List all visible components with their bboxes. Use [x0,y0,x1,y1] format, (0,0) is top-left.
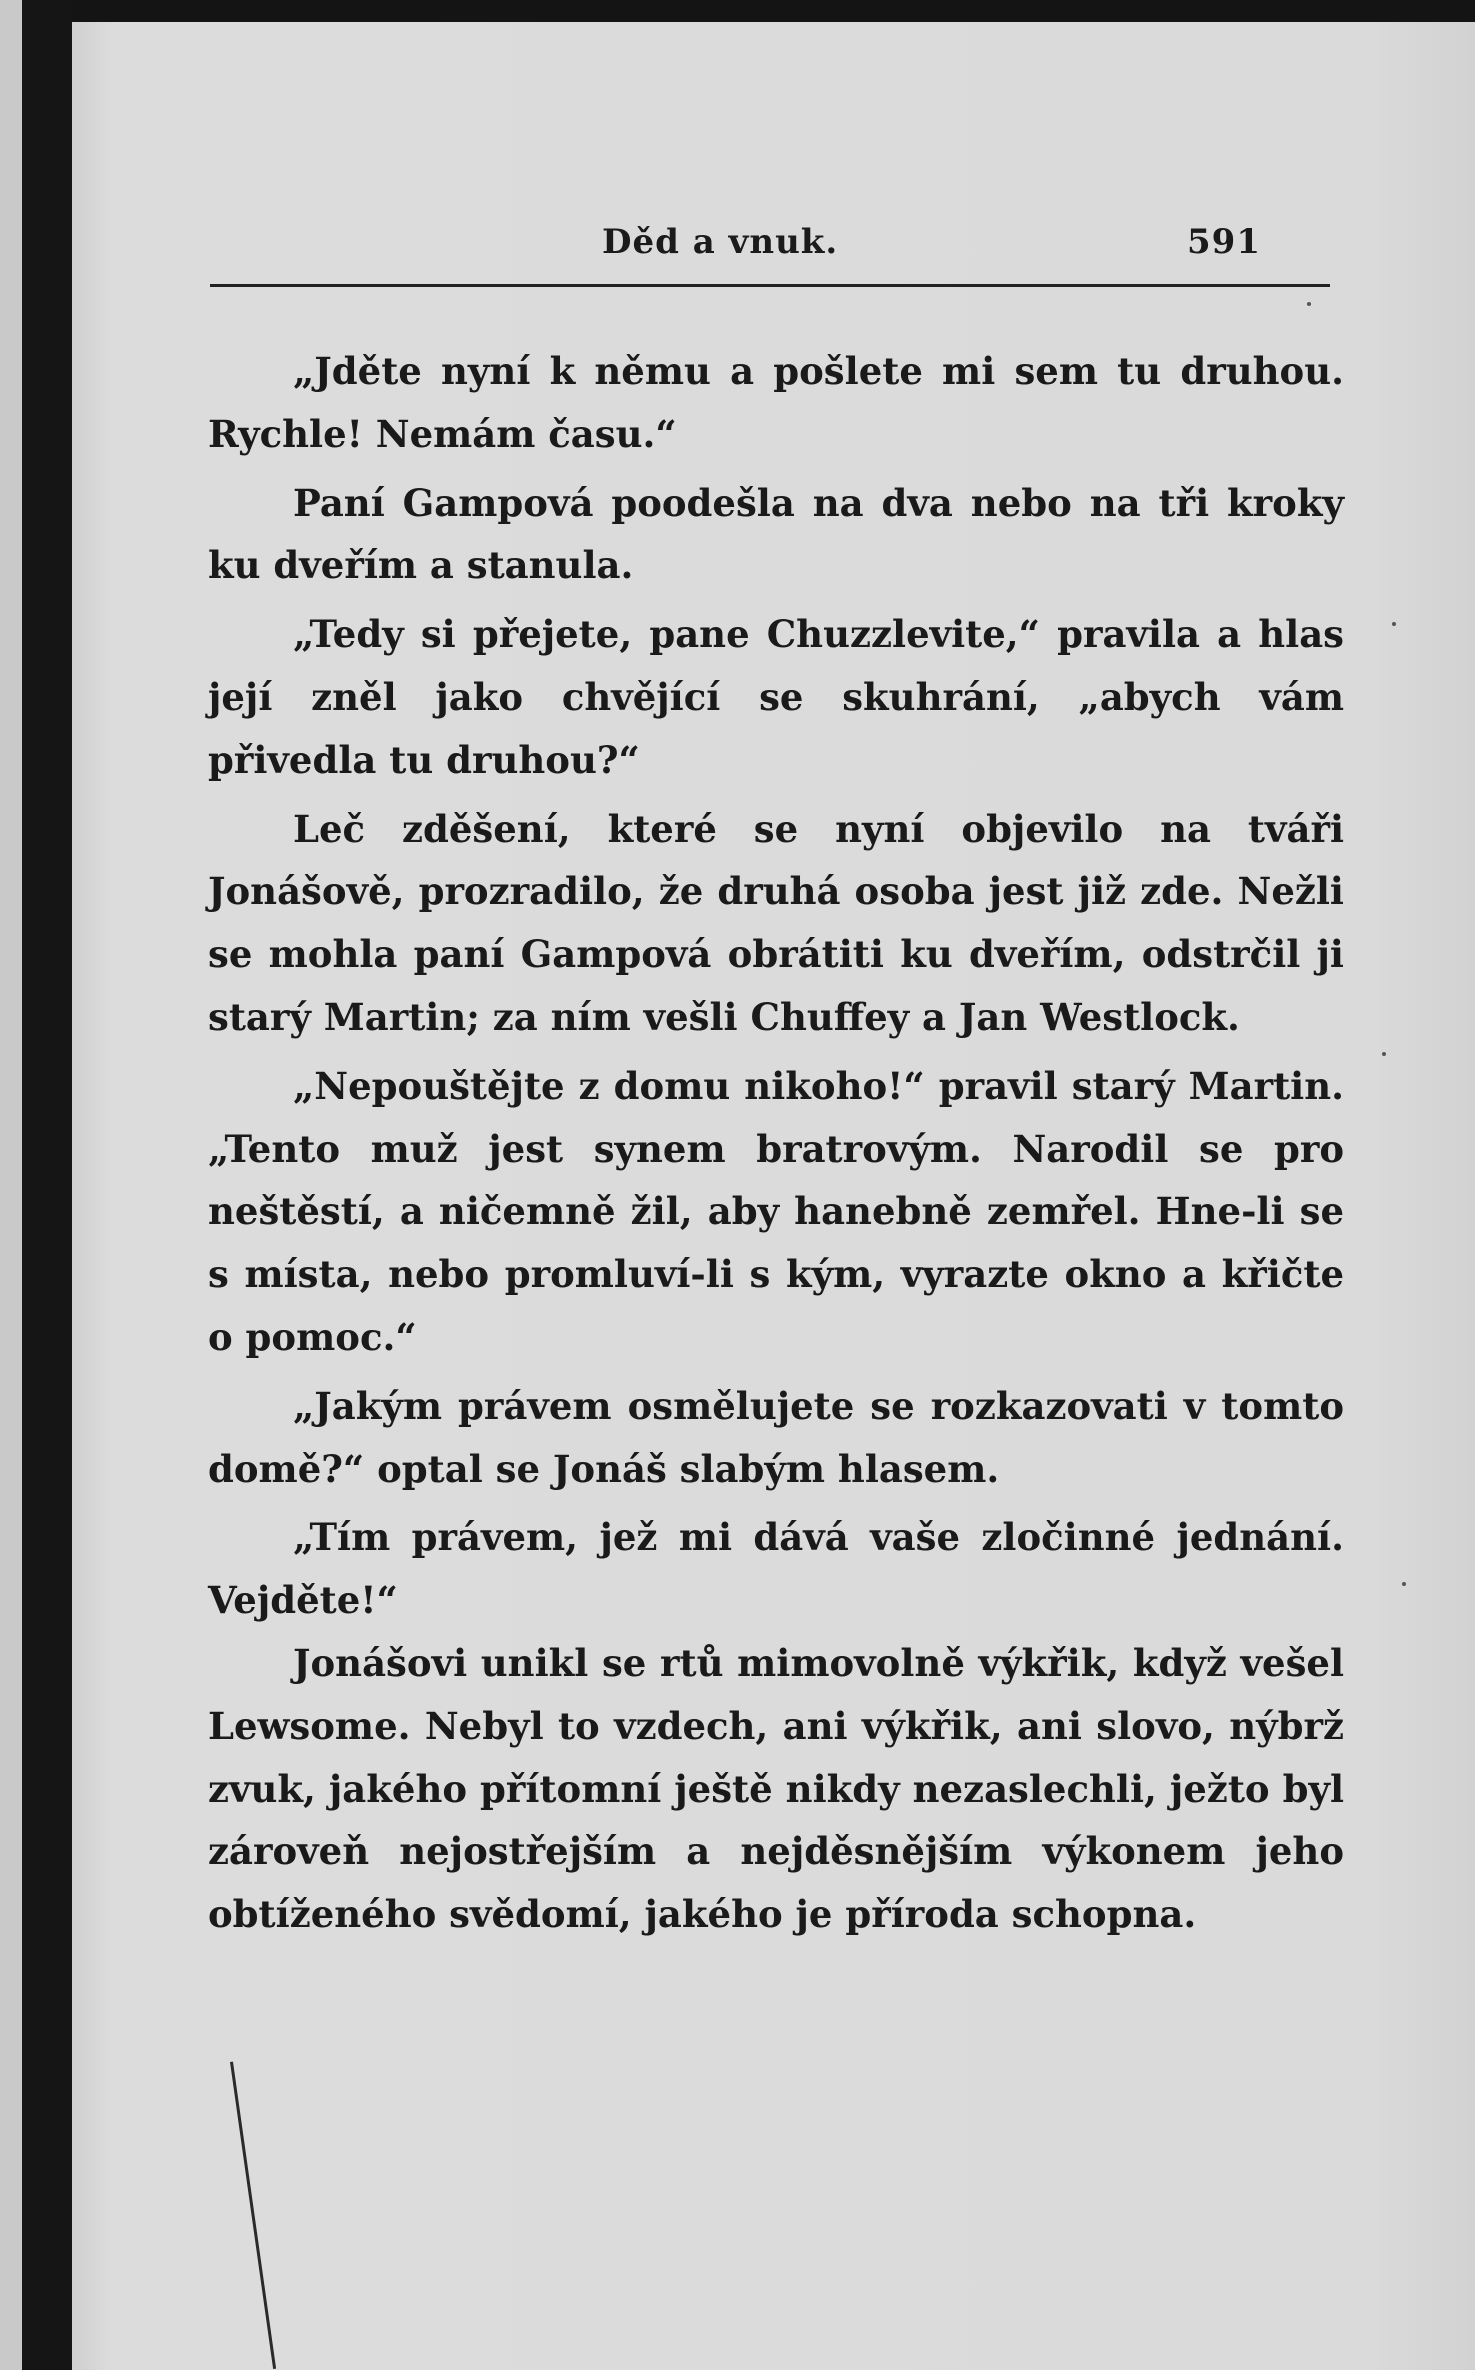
body-text [208,340,1344,1946]
paragraph: Leč zděšení, které se nyní objevilo na tváři Jonášově, prozradilo, že druhá osoba jest již zde. Nežli se mohla paní Gampová obrátiti ku dveřím, odstrčil ji starý Martin; za ním vešli Chuffey a Jan Westlock. [208,806,1344,1039]
page-gutter-shadow [22,0,72,2370]
running-head-title: Děd a vnuk. [602,222,839,262]
page-number: 591 [1187,222,1261,262]
running-head [72,222,1475,282]
paragraph: Paní Gampová poodešla na dva nebo na tři kroky ku dveřím a stanula. [208,480,1344,588]
paper-speck [1382,1052,1386,1056]
margin-pencil-line [230,2062,276,2369]
adjacent-page-edge [0,0,22,2370]
paragraph: „Tedy si přejete, pane Chuzzlevite,“ pravila a hlas její zněl jako chvějící se skuhrání, „abych vám přivedla tu druhou?“ [208,612,1344,782]
paragraph: „Nepouštějte z domu nikoho!“ pravil starý Martin. „Tento muž jest synem bratrovým. Narodil se pro neštěstí, a ničemně žil, aby hanebně zemřel. Hne-li se s místa, nebo promluví-li s kým, vyrazte okno a křičte o pomoc.“ [208,1063,1344,1359]
paragraph: „Tím právem, jež mi dává vaše zločinné jednání. Vejděte!“ [208,1515,1344,1623]
paragraph: Jonášovi unikl se rtů mimovolně výkřik, když vešel Lewsome. Nebyl to vzdech, ani výkřik, ani slovo, nýbrž zvuk, jakého přítomní ještě nikdy nezaslechli, ježto byl zároveň nejostřejším a nejděsnějším výkonem jeho obtíženého svědomí, jakého je příroda schopna. [208,1640,1344,1937]
paragraph: „Jděte nyní k němu a pošlete mi sem tu druhou. Rychle! Nemám času.“ [208,349,1344,456]
paper-speck [1402,1582,1406,1586]
book-page [72,22,1475,2370]
paper-speck [1307,302,1311,306]
paper-speck [1392,622,1396,626]
paragraph: „Jakým právem osmělujete se rozkazovati v tomto domě?“ optal se Jonáš slabým hlasem. [208,1383,1344,1491]
header-rule [210,284,1330,287]
